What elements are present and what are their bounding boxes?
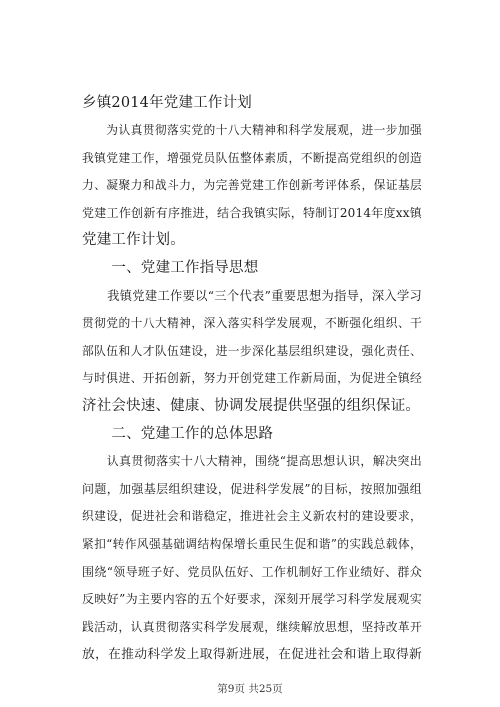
- paragraph-line: 问题，加强基层组织建设，促进科学发展”的目标，按照加强组: [82, 481, 422, 496]
- paragraph-line: 党建工作计划。: [82, 232, 185, 249]
- paragraph-line: 贯彻党的十八大精神，深入落实科学发展观，不断强化组织、干: [82, 316, 422, 331]
- paragraph-line: 践活动，认真贯彻落实科学发展观，继续解放思想，坚持改革开: [82, 619, 422, 634]
- document-body: [82, 90, 422, 669]
- document-title: 乡镇2014年党建工作计划: [82, 95, 253, 111]
- paragraph-line: 力、凝聚力和战斗力，为完善党建工作创新考评体系，保证基层: [82, 178, 422, 193]
- section-heading: 一、党建工作指导思想: [82, 259, 259, 276]
- paragraph-line: 放，在推动科学发上取得新进展，在促进社会和谐上取得新: [82, 647, 422, 663]
- paragraph-line: 我镇党建工作要以“三个代表”重要思想为指导，深入学习: [82, 288, 422, 303]
- section-heading: 二、党建工作的总体思路: [82, 425, 274, 442]
- paragraph-line: 反映好”为主要内容的五个好要求，深刻开展学习科学发展观实: [82, 592, 422, 607]
- paragraph-line: 认真贯彻落实十八大精神，围绕“提高思想认识，解决突出: [82, 454, 422, 469]
- paragraph-line: 织建设，促进社会和谐稳定，推进社会主义新农村的建设要求，: [82, 509, 422, 524]
- paragraph-line: 围绕“领导班子好、党员队伍好、工作机制好工作业绩好、群众: [82, 564, 422, 579]
- paragraph-line: 党建工作创新有序推进，结合我镇实际，特制订2014年度xx镇: [82, 205, 422, 220]
- paragraph-line: 济社会快速、健康、协调发展提供坚强的组织保证。: [82, 397, 421, 414]
- paragraph-line: 紧扣“转作风强基础调结构保增长重民生促和谐”的实践总载体，: [82, 536, 422, 551]
- paragraph-line: 为认真贯彻落实党的十八大精神和科学发展观，进一步加强: [82, 123, 422, 137]
- page-footer: 第9页 共25页: [217, 683, 283, 695]
- paragraph-line: 与时俱进、开拓创新，努力开创党建工作新局面，为促进全镇经: [82, 371, 422, 386]
- paragraph-line: 部队伍和人才队伍建设，进一步深化基层组织建设，强化责任、: [82, 343, 422, 358]
- paragraph-line: 我镇党建工作，增强党员队伍整体素质，不断提高党组织的创造: [82, 150, 422, 165]
